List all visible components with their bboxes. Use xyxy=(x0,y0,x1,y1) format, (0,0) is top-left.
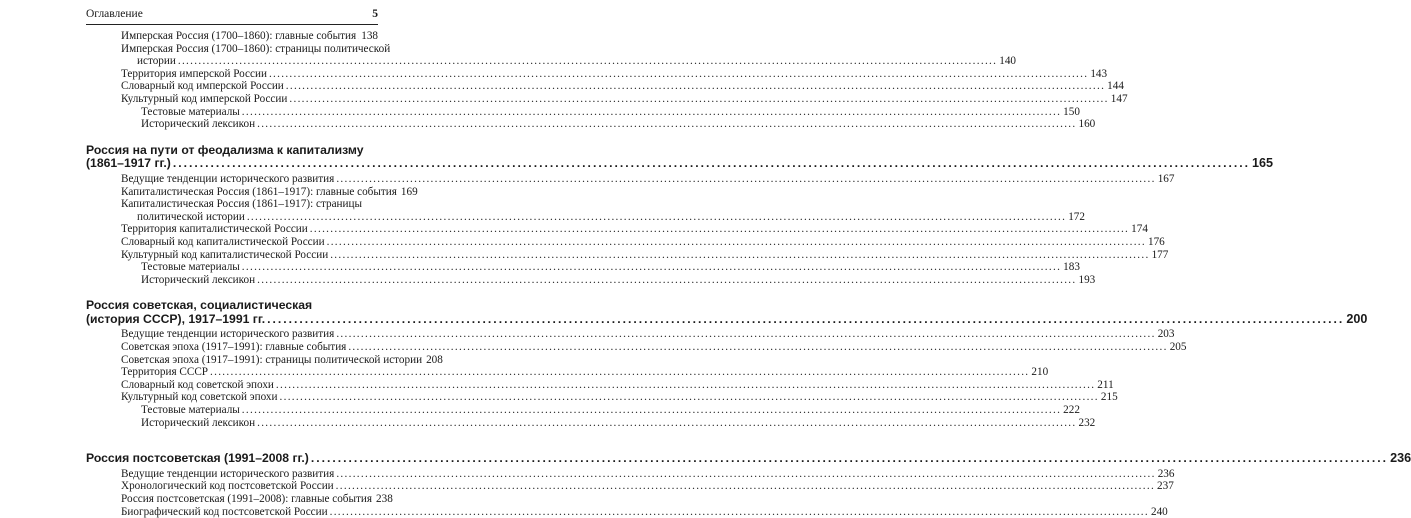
toc-entry xyxy=(86,353,443,367)
toc-entry-title: Россия постсоветская (1991–2008): главные события xyxy=(121,493,373,505)
toc-entry xyxy=(86,105,1080,119)
toc-entry xyxy=(86,493,393,506)
leader-dots: ........................................................................................................................................................................................................ xyxy=(330,248,1150,261)
toc-entry xyxy=(86,416,1096,430)
toc-entry-title: Территория СССР xyxy=(121,366,209,379)
toc-entry-title: Исторический лексикон xyxy=(141,118,256,131)
toc-entry xyxy=(86,30,378,43)
leader-dots: ........................................................................................................................................................................................................ xyxy=(177,55,998,68)
leader-dots: ........................................................................................................................................................................................................ xyxy=(285,80,1106,93)
toc-entry xyxy=(86,505,1168,518)
toc-page-number: 174 xyxy=(1131,223,1148,236)
toc-page-number: 167 xyxy=(1157,172,1175,185)
toc-page-number: 176 xyxy=(1147,235,1165,248)
toc-page-number: 183 xyxy=(1063,261,1080,274)
toc-entry-title: Россия советская, социалистическая xyxy=(86,298,313,313)
toc-entry-title: Словарный код имперской России xyxy=(121,80,284,93)
leader-dots xyxy=(358,30,359,43)
toc-entry-title-cont: политической истории xyxy=(137,210,245,223)
toc-entry-title: Культурный код советской эпохи xyxy=(121,391,278,404)
toc-entry xyxy=(86,378,1114,392)
toc-entry xyxy=(86,467,1175,481)
toc-entry-title: Ведущие тенденции исторического развития xyxy=(121,467,335,480)
leader-dots: ........................................................................................................................................................................................................ xyxy=(257,273,1077,286)
leader-dots: ........................................................................................................................................................................................................ xyxy=(309,223,1130,236)
leader-dots: ........................................................................................................................................................................................................ xyxy=(348,341,1168,354)
toc-entry xyxy=(86,172,1175,186)
leader-dots: ........................................................................................................................................................................................................ xyxy=(210,366,1030,379)
toc-page-number: 193 xyxy=(1078,273,1096,286)
toc-page-number: 222 xyxy=(1063,404,1080,417)
toc-entry xyxy=(86,261,1080,274)
toc-entry-title: Капиталистическая Россия (1861–1917): страницы xyxy=(121,198,363,211)
toc-entry-title: Культурный код имперской России xyxy=(121,92,288,105)
leader-dots: ........................................................................................................................................................................................................ xyxy=(257,416,1077,429)
leader-dots: ........................................................................................................................................................................................................ xyxy=(241,404,1062,417)
toc-page-number: 215 xyxy=(1100,391,1118,404)
toc-entry-title: Россия на пути от феодализма к капитализму xyxy=(86,142,364,157)
toc-entry xyxy=(86,42,1017,68)
toc-entry xyxy=(86,341,1187,354)
toc-page-number: 165 xyxy=(1252,156,1274,171)
toc-page-number: 172 xyxy=(1068,210,1085,223)
toc-entry-title: Россия постсоветская (1991–2008 гг.) xyxy=(86,451,309,466)
toc-page-number: 232 xyxy=(1078,416,1096,429)
toc-entry-title: Словарный код советской эпохи xyxy=(121,378,274,391)
toc-entry xyxy=(86,92,1128,106)
toc-entry-title: Тестовые материалы xyxy=(141,261,240,274)
toc-page-number: 144 xyxy=(1107,80,1124,93)
leader-dots: ........................................................................................................................................................................................................ xyxy=(310,451,1389,466)
toc-entry-title: Капиталистическая Россия (1861–1917): главные события xyxy=(121,185,397,198)
toc-page-number: 203 xyxy=(1157,328,1175,341)
leader-dots: ........................................................................................................................................................................................................ xyxy=(275,378,1096,391)
toc-page-number: 169 xyxy=(400,185,418,198)
toc-page-number: 210 xyxy=(1031,366,1049,379)
toc-entry-title: Ведущие тенденции исторического развития xyxy=(121,328,335,341)
leader-dots: ........................................................................................................................................................................................................ xyxy=(279,391,1099,404)
toc-entry-title-cont: (история СССР), 1917–1991 гг. xyxy=(86,311,266,326)
toc-page-number: 177 xyxy=(1151,248,1169,261)
header-page-number: 5 xyxy=(372,8,378,20)
toc-part-heading xyxy=(86,298,1368,326)
toc-entry-title: Культурный код капиталистической России xyxy=(121,248,329,261)
toc-entry xyxy=(86,80,1124,93)
leader-dots: ........................................................................................................................................................................................................ xyxy=(336,172,1156,185)
toc-entry-title: Тестовые материалы xyxy=(141,105,240,118)
toc-entry-title: Исторический лексикон xyxy=(141,273,256,286)
leader-dots: ........................................................................................................................................................................................................ xyxy=(289,92,1109,105)
header-title: Оглавление xyxy=(86,8,143,20)
toc-entry-title: Тестовые материалы xyxy=(141,404,240,417)
toc-entry-title-cont: истории xyxy=(137,55,176,68)
toc-page-number: 140 xyxy=(999,55,1017,68)
toc-entry xyxy=(86,366,1049,379)
toc-entry xyxy=(86,391,1118,404)
toc-entry xyxy=(86,223,1148,236)
leader-dots: ........................................................................................................................................................................................................ xyxy=(257,118,1077,131)
leader-dots: ........................................................................................................................................................................................................ xyxy=(268,67,1089,80)
toc-entry-title: Советская эпоха (1917–1991): главные события xyxy=(121,341,347,354)
toc-page-number: 236 xyxy=(1390,451,1411,466)
toc-part-heading xyxy=(86,451,1411,466)
toc-entry-title: Биографический код постсоветской России xyxy=(121,505,328,518)
toc-page-number: 237 xyxy=(1157,480,1174,493)
toc-entry xyxy=(86,248,1169,262)
toc-entry xyxy=(86,273,1096,287)
toc-entry-title: Хронологический код постсоветской России xyxy=(121,480,334,493)
toc-entry-title: Имперская Россия (1700–1860): страницы политической xyxy=(121,42,391,55)
toc-page-number: 208 xyxy=(426,353,443,366)
toc-page-number: 150 xyxy=(1063,105,1080,118)
leader-dots: ........................................................................................................................................................................................................ xyxy=(329,505,1149,518)
leader-dots: ........................................................................................................................................................................................................ xyxy=(336,328,1156,341)
toc-entry-title: Словарный код капиталистической России xyxy=(121,235,325,248)
header-rule xyxy=(86,24,378,25)
toc-entry-title: Имперская Россия (1700–1860): главные события xyxy=(121,30,357,42)
leader-dots: ........................................................................................................................................................................................................ xyxy=(335,480,1156,493)
leader-dots: ........................................................................................................................................................................................................ xyxy=(326,235,1146,248)
toc-entry xyxy=(86,235,1165,249)
toc-entry xyxy=(86,404,1080,417)
toc-page-number: 240 xyxy=(1150,505,1168,518)
leader-dots: ........................................................................................................................................................................................................ xyxy=(241,105,1062,118)
toc-part-heading xyxy=(86,142,1274,171)
toc-entry-title-cont: (1861–1917 гг.) xyxy=(86,156,171,171)
toc-entry-title: Советская эпоха (1917–1991): страницы политической истории xyxy=(121,353,423,366)
leader-dots: ........................................................................................................................................................................................................ xyxy=(172,156,1251,171)
toc-page-number: 138 xyxy=(361,30,378,42)
leader-dots: ........................................................................................................................................................................................................ xyxy=(241,261,1062,274)
toc-page-number: 236 xyxy=(1157,467,1175,480)
leader-dots: ........................................................................................................................................................................................................ xyxy=(267,311,1345,326)
toc-page-number: 205 xyxy=(1169,341,1187,354)
page-header xyxy=(86,8,378,24)
toc-entry-title: Исторический лексикон xyxy=(141,416,256,429)
leader-dots: ........................................................................................................................................................................................................ xyxy=(336,467,1156,480)
toc-page-number: 160 xyxy=(1078,118,1096,131)
toc-entry xyxy=(86,198,1085,223)
toc-entry xyxy=(86,328,1175,341)
toc-entry-title: Территория капиталистической России xyxy=(121,223,308,236)
toc-page-number: 147 xyxy=(1110,92,1128,105)
toc-list xyxy=(86,30,1411,518)
toc-page-number: 211 xyxy=(1097,378,1114,391)
toc-page-number: 238 xyxy=(376,493,393,505)
toc-entry xyxy=(86,480,1174,493)
toc-page-number: 200 xyxy=(1346,311,1368,326)
toc-entry-title: Ведущие тенденции исторического развития xyxy=(121,172,335,185)
toc-entry xyxy=(86,118,1096,131)
toc-entry-title: Территория имперской России xyxy=(121,67,267,80)
leader-dots: ........................................................................................................................................................................................................ xyxy=(246,210,1067,223)
toc-entry xyxy=(86,185,418,199)
toc-entry xyxy=(86,67,1108,81)
toc-page-number: 143 xyxy=(1090,67,1108,80)
